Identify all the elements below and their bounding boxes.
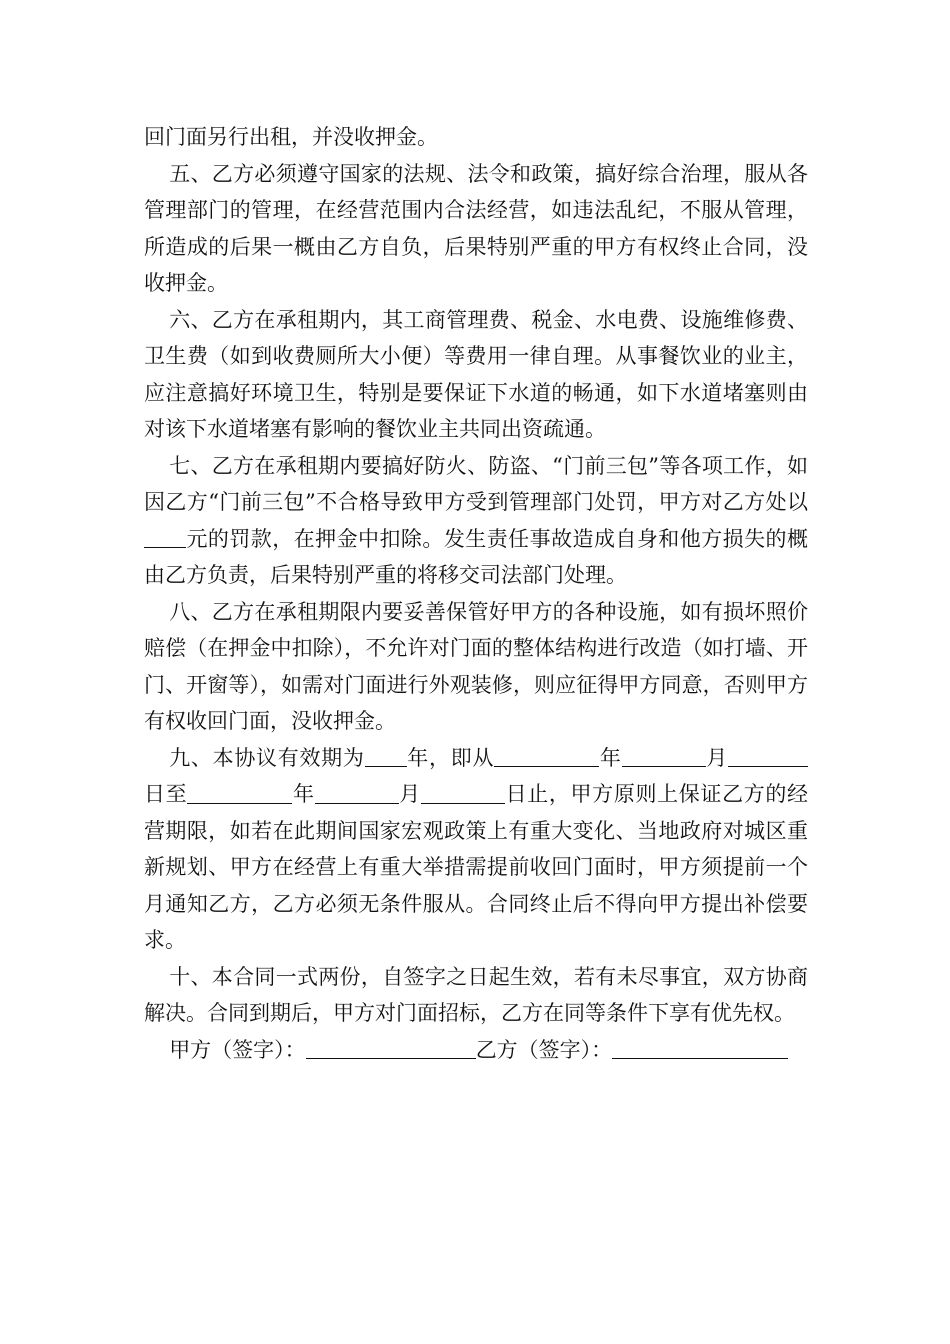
end-month-blank[interactable] [315, 780, 399, 803]
clause-10-text: 十、本合同一式两份，自签字之日起生效，若有未尽事宜，双方协商解决。合同到期后，甲方对门面招标，乙方在同等条件下享有优先权。 [144, 964, 808, 1025]
fine-amount-blank[interactable] [144, 525, 186, 548]
clause-9-text-d: 月 [705, 745, 729, 770]
clause-9-text-b: 年，即从 [406, 745, 495, 770]
clause-7-text-a: 七、乙方在承租期内要搞好防火、防盗、“门前三包”等各项工作，如因乙方“门前三包”不合格导致甲方受到管理部门处罚，甲方对乙方处以 [144, 453, 808, 514]
clause-9-text-e: 日至 [144, 782, 188, 806]
clause-6-text: 六、乙方在承租期内，其工商管理费、税金、水电费、设施维修费、卫生费（如到收费厕所大小便）等费用一律自理。从事餐饮业的业主，应注意搞好环境卫生，特别是要保证下水道的畅通，如下水道堵塞则由对该下水道堵塞有影响的餐饮业主共同出资疏通。 [144, 307, 808, 441]
clause-5-text: 五、乙方必须遵守国家的法规、法令和政策，搞好综合治理，服从各管理部门的管理，在经营范围内合法经营，如违法乱纪，不服从管理，所造成的后果一概由乙方自负，后果特别严重的甲方有权终止合同，没收押金。 [144, 161, 808, 295]
clause-9-text-h: 日止，甲方原则上保证乙方的经营期限，如若在此期间国家宏观政策上有重大变化、当地政府对城区重新规划、甲方在经营上有重大举措需提前收回门面时，甲方须提前一个月通知乙方，乙方必须无条件服从。合同终止后不得向甲方提出补偿要求。 [144, 782, 809, 952]
term-years-blank[interactable] [365, 744, 407, 767]
clause-7-text-b: 元的罚款，在押金中扣除。发生责任事故造成自身和他方损失的概由乙方负责，后果特别严重的将移交司法部门处理。 [144, 526, 808, 587]
start-month-blank[interactable] [622, 744, 706, 767]
clause-8-text: 八、乙方在承租期限内要妥善保管好甲方的各种设施，如有损坏照价赔偿（在押金中扣除），不允许对门面的整体结构进行改造（如打墙、开门、开窗等），如需对门面进行外观装修，则应征得甲方同意，否则甲方有权收回门面，没收押金。 [144, 599, 808, 733]
paragraph-continuation-text: 回门面另行出租，并没收押金。 [144, 125, 438, 149]
clause-10 [144, 959, 808, 1032]
paragraph-continuation [144, 119, 808, 156]
party-a-signature-blank[interactable] [306, 1036, 476, 1059]
clause-9 [144, 740, 808, 959]
end-year-blank[interactable] [187, 780, 292, 803]
party-a-signature-label: 甲方（签字）： [169, 1037, 306, 1062]
party-b-signature-blank-part2[interactable] [756, 1036, 788, 1059]
document-body [144, 119, 808, 1068]
clause-9-text-c: 年 [599, 745, 622, 770]
clause-7 [144, 448, 808, 594]
clause-5 [144, 156, 808, 302]
clause-9-text-f: 年 [292, 782, 315, 806]
clause-6 [144, 302, 808, 448]
party-b-signature-label: 乙方（签字）： [475, 1037, 613, 1062]
start-day-blank-part2[interactable] [776, 744, 808, 767]
clause-8 [144, 594, 808, 740]
end-day-blank[interactable] [421, 780, 505, 803]
start-day-blank-part1[interactable] [728, 744, 776, 767]
signature-line [144, 1032, 808, 1069]
clause-9-text-g: 月 [398, 782, 421, 806]
start-year-blank[interactable] [494, 744, 599, 767]
party-b-signature-blank-part1[interactable] [612, 1036, 756, 1059]
clause-9-text-a: 九、本协议有效期为 [169, 745, 365, 770]
